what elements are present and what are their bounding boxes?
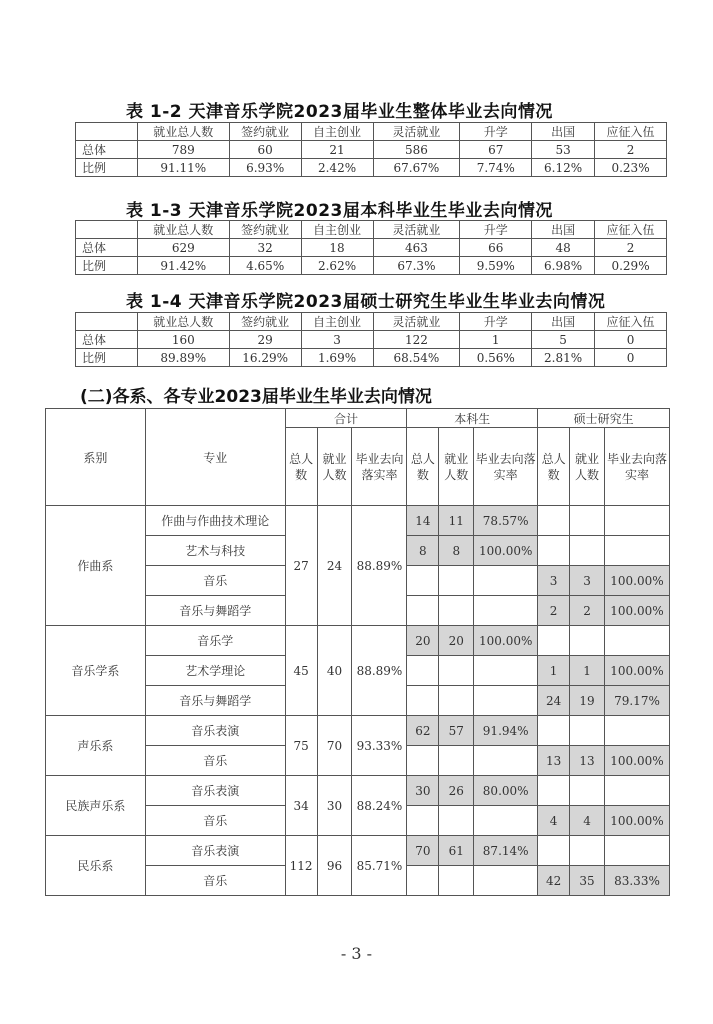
col-header-employed: 就业人数 — [570, 428, 605, 506]
master-employed-cell — [570, 626, 605, 656]
bachelor-count-cell: 14 — [407, 506, 439, 536]
bachelor-employed-cell: 61 — [439, 836, 474, 866]
table-cell: 2.42% — [301, 159, 373, 177]
total-rate-cell: 85.71% — [352, 836, 407, 896]
master-rate-cell — [604, 716, 669, 746]
major-cell: 音乐表演 — [145, 776, 285, 806]
table-cell: 2.81% — [532, 349, 595, 367]
master-employed-cell: 4 — [570, 806, 605, 836]
table-cell: 4.65% — [229, 257, 301, 275]
bachelor-employed-cell — [439, 566, 474, 596]
col-header: 应征入伍 — [595, 123, 667, 141]
bachelor-count-cell — [407, 746, 439, 776]
total-count-cell: 45 — [285, 626, 317, 716]
table-cell: 89.89% — [137, 349, 229, 367]
table-cell: 2 — [595, 239, 667, 257]
major-cell: 音乐 — [145, 746, 285, 776]
bachelor-rate-cell: 100.00% — [474, 536, 538, 566]
col-header: 应征入伍 — [595, 221, 667, 239]
bachelor-count-cell: 30 — [407, 776, 439, 806]
total-rate-cell: 88.89% — [352, 626, 407, 716]
table-cell: 586 — [373, 141, 460, 159]
major-cell: 音乐表演 — [145, 716, 285, 746]
col-header: 签约就业 — [229, 221, 301, 239]
page-number: - 3 - — [340, 944, 373, 963]
dept-cell: 声乐系 — [46, 716, 146, 776]
table-cell: 67.3% — [373, 257, 460, 275]
table-cell: 67 — [460, 141, 532, 159]
table-cell: 60 — [229, 141, 301, 159]
col-header: 自主创业 — [301, 313, 373, 331]
table-cell: 66 — [460, 239, 532, 257]
bachelor-employed-cell — [439, 656, 474, 686]
col-header-total-people: 总人数 — [407, 428, 439, 506]
table-cell: 91.42% — [137, 257, 229, 275]
table-row — [76, 239, 667, 257]
table-cell: 6.12% — [532, 159, 595, 177]
master-employed-cell — [570, 536, 605, 566]
master-employed-cell: 1 — [570, 656, 605, 686]
master-count-cell: 1 — [538, 656, 570, 686]
col-header: 就业总人数 — [137, 221, 229, 239]
master-rate-cell — [604, 536, 669, 566]
table-cell: 67.67% — [373, 159, 460, 177]
table-cell: 21 — [301, 141, 373, 159]
master-employed-cell: 13 — [570, 746, 605, 776]
table-cell: 48 — [532, 239, 595, 257]
major-cell: 音乐 — [145, 806, 285, 836]
major-cell: 音乐与舞蹈学 — [145, 596, 285, 626]
corner-cell — [76, 221, 138, 239]
col-header-total-people: 总人数 — [285, 428, 317, 506]
bachelor-employed-cell: 26 — [439, 776, 474, 806]
table-cell: 2.62% — [301, 257, 373, 275]
col-header: 自主创业 — [301, 123, 373, 141]
master-rate-cell: 83.33% — [604, 866, 669, 896]
bachelor-rate-cell — [474, 656, 538, 686]
col-header-rate: 毕业去向落实率 — [352, 428, 407, 506]
bachelor-employed-cell — [439, 806, 474, 836]
table-cell: 53 — [532, 141, 595, 159]
table-row — [46, 836, 670, 866]
bachelor-rate-cell — [474, 686, 538, 716]
dept-cell: 作曲系 — [46, 506, 146, 626]
bachelor-employed-cell — [439, 866, 474, 896]
master-count-cell: 2 — [538, 596, 570, 626]
table-cell: 6.98% — [532, 257, 595, 275]
table-cell: 0.29% — [595, 257, 667, 275]
master-employed-cell: 2 — [570, 596, 605, 626]
row-header: 比例 — [76, 257, 138, 275]
table-row — [46, 776, 670, 806]
table-cell: 18 — [301, 239, 373, 257]
master-count-cell: 24 — [538, 686, 570, 716]
table-row — [76, 141, 667, 159]
bachelor-employed-cell: 20 — [439, 626, 474, 656]
table-cell: 789 — [137, 141, 229, 159]
bachelor-count-cell: 62 — [407, 716, 439, 746]
department-table — [45, 408, 670, 896]
bachelor-count-cell: 70 — [407, 836, 439, 866]
table-cell: 29 — [229, 331, 301, 349]
master-rate-cell: 100.00% — [604, 746, 669, 776]
major-cell: 音乐 — [145, 566, 285, 596]
master-employed-cell — [570, 506, 605, 536]
bachelor-rate-cell — [474, 866, 538, 896]
table-row — [46, 626, 670, 656]
table-1-3 — [75, 220, 667, 275]
col-header: 出国 — [532, 313, 595, 331]
bachelor-count-cell: 20 — [407, 626, 439, 656]
bachelor-rate-cell — [474, 746, 538, 776]
table-cell: 1.69% — [301, 349, 373, 367]
col-header: 应征入伍 — [595, 313, 667, 331]
table-cell: 0 — [595, 349, 667, 367]
col-header: 就业总人数 — [137, 313, 229, 331]
total-rate-cell: 88.89% — [352, 506, 407, 626]
table-cell: 2 — [595, 141, 667, 159]
total-employed-cell: 96 — [317, 836, 352, 896]
table-header-row — [46, 409, 670, 428]
col-header: 升学 — [460, 123, 532, 141]
major-cell: 艺术与科技 — [145, 536, 285, 566]
bachelor-count-cell — [407, 866, 439, 896]
master-rate-cell: 100.00% — [604, 656, 669, 686]
table-cell: 6.93% — [229, 159, 301, 177]
bachelor-group-header: 本科生 — [407, 409, 538, 428]
master-count-cell — [538, 836, 570, 866]
master-count-cell: 42 — [538, 866, 570, 896]
col-header: 就业总人数 — [137, 123, 229, 141]
table-cell: 122 — [373, 331, 460, 349]
dept-cell: 民乐系 — [46, 836, 146, 896]
master-count-cell — [538, 776, 570, 806]
master-group-header: 硕士研究生 — [538, 409, 670, 428]
bachelor-rate-cell — [474, 806, 538, 836]
major-header: 专业 — [145, 409, 285, 506]
bachelor-employed-cell: 57 — [439, 716, 474, 746]
major-cell: 音乐与舞蹈学 — [145, 686, 285, 716]
row-header: 比例 — [76, 349, 138, 367]
row-header: 比例 — [76, 159, 138, 177]
master-employed-cell — [570, 836, 605, 866]
table-1-4-caption: 表 1-4 天津音乐学院2023届硕士研究生毕业生毕业去向情况 — [126, 292, 606, 312]
master-count-cell — [538, 506, 570, 536]
master-count-cell — [538, 626, 570, 656]
table-cell: 160 — [137, 331, 229, 349]
bachelor-count-cell — [407, 806, 439, 836]
master-rate-cell — [604, 506, 669, 536]
master-employed-cell: 35 — [570, 866, 605, 896]
master-employed-cell: 3 — [570, 566, 605, 596]
master-rate-cell: 100.00% — [604, 596, 669, 626]
corner-cell — [76, 123, 138, 141]
table-cell: 0 — [595, 331, 667, 349]
bachelor-count-cell — [407, 566, 439, 596]
col-header-total-people: 总人数 — [538, 428, 570, 506]
table-cell: 9.59% — [460, 257, 532, 275]
col-header: 灵活就业 — [373, 313, 460, 331]
table-cell: 32 — [229, 239, 301, 257]
bachelor-rate-cell — [474, 596, 538, 626]
major-cell: 艺术学理论 — [145, 656, 285, 686]
total-employed-cell: 24 — [317, 506, 352, 626]
master-rate-cell — [604, 836, 669, 866]
total-employed-cell: 70 — [317, 716, 352, 776]
bachelor-employed-cell — [439, 686, 474, 716]
bachelor-rate-cell: 100.00% — [474, 626, 538, 656]
table-row — [76, 331, 667, 349]
table-row — [76, 159, 667, 177]
master-count-cell — [538, 716, 570, 746]
bachelor-rate-cell — [474, 566, 538, 596]
table-cell: 3 — [301, 331, 373, 349]
dept-cell: 民族声乐系 — [46, 776, 146, 836]
table-cell: 629 — [137, 239, 229, 257]
bachelor-rate-cell: 87.14% — [474, 836, 538, 866]
table-1-4 — [75, 312, 667, 367]
table-1-2-caption: 表 1-2 天津音乐学院2023届毕业生整体毕业去向情况 — [126, 102, 553, 122]
col-header: 灵活就业 — [373, 221, 460, 239]
row-header: 总体 — [76, 239, 138, 257]
dept-cell: 音乐学系 — [46, 626, 146, 716]
master-rate-cell: 79.17% — [604, 686, 669, 716]
master-rate-cell — [604, 626, 669, 656]
table-cell: 91.11% — [137, 159, 229, 177]
total-rate-cell: 88.24% — [352, 776, 407, 836]
master-count-cell: 13 — [538, 746, 570, 776]
bachelor-count-cell — [407, 656, 439, 686]
bachelor-employed-cell: 11 — [439, 506, 474, 536]
col-header-rate: 毕业去向落实率 — [474, 428, 538, 506]
bachelor-rate-cell: 80.00% — [474, 776, 538, 806]
table-row — [46, 716, 670, 746]
major-cell: 音乐 — [145, 866, 285, 896]
table-row — [76, 257, 667, 275]
col-header-employed: 就业人数 — [439, 428, 474, 506]
total-count-cell: 75 — [285, 716, 317, 776]
bachelor-employed-cell — [439, 746, 474, 776]
col-header-rate: 毕业去向落实率 — [604, 428, 669, 506]
bachelor-count-cell — [407, 686, 439, 716]
row-header: 总体 — [76, 141, 138, 159]
table-header-row — [76, 313, 667, 331]
master-rate-cell: 100.00% — [604, 806, 669, 836]
table-cell: 68.54% — [373, 349, 460, 367]
table-cell: 5 — [532, 331, 595, 349]
table-header-row — [76, 123, 667, 141]
major-cell: 作曲与作曲技术理论 — [145, 506, 285, 536]
total-employed-cell: 30 — [317, 776, 352, 836]
table-row — [76, 349, 667, 367]
major-cell: 音乐学 — [145, 626, 285, 656]
section-heading: (二)各系、各专业2023届毕业生毕业去向情况 — [80, 387, 432, 407]
table-cell: 7.74% — [460, 159, 532, 177]
master-count-cell — [538, 536, 570, 566]
col-header: 升学 — [460, 313, 532, 331]
bachelor-count-cell: 8 — [407, 536, 439, 566]
col-header-employed: 就业人数 — [317, 428, 352, 506]
row-header: 总体 — [76, 331, 138, 349]
master-rate-cell — [604, 776, 669, 806]
col-header: 签约就业 — [229, 123, 301, 141]
col-header: 签约就业 — [229, 313, 301, 331]
col-header: 出国 — [532, 123, 595, 141]
master-employed-cell: 19 — [570, 686, 605, 716]
dept-header: 系别 — [46, 409, 146, 506]
table-cell: 463 — [373, 239, 460, 257]
bachelor-rate-cell: 91.94% — [474, 716, 538, 746]
bachelor-rate-cell: 78.57% — [474, 506, 538, 536]
bachelor-employed-cell — [439, 596, 474, 626]
total-employed-cell: 40 — [317, 626, 352, 716]
table-header-row — [76, 221, 667, 239]
col-header: 出国 — [532, 221, 595, 239]
master-count-cell: 4 — [538, 806, 570, 836]
total-count-cell: 27 — [285, 506, 317, 626]
table-1-2 — [75, 122, 667, 177]
table-cell: 0.23% — [595, 159, 667, 177]
bachelor-employed-cell: 8 — [439, 536, 474, 566]
master-count-cell: 3 — [538, 566, 570, 596]
corner-cell — [76, 313, 138, 331]
bachelor-count-cell — [407, 596, 439, 626]
major-cell: 音乐表演 — [145, 836, 285, 866]
col-header: 灵活就业 — [373, 123, 460, 141]
total-count-cell: 112 — [285, 836, 317, 896]
total-rate-cell: 93.33% — [352, 716, 407, 776]
table-1-3-caption: 表 1-3 天津音乐学院2023届本科毕业生毕业去向情况 — [126, 201, 553, 221]
table-cell: 16.29% — [229, 349, 301, 367]
master-employed-cell — [570, 716, 605, 746]
table-cell: 1 — [460, 331, 532, 349]
table-cell: 0.56% — [460, 349, 532, 367]
master-rate-cell: 100.00% — [604, 566, 669, 596]
col-header: 自主创业 — [301, 221, 373, 239]
total-group-header: 合计 — [285, 409, 407, 428]
master-employed-cell — [570, 776, 605, 806]
col-header: 升学 — [460, 221, 532, 239]
total-count-cell: 34 — [285, 776, 317, 836]
table-row — [46, 506, 670, 536]
